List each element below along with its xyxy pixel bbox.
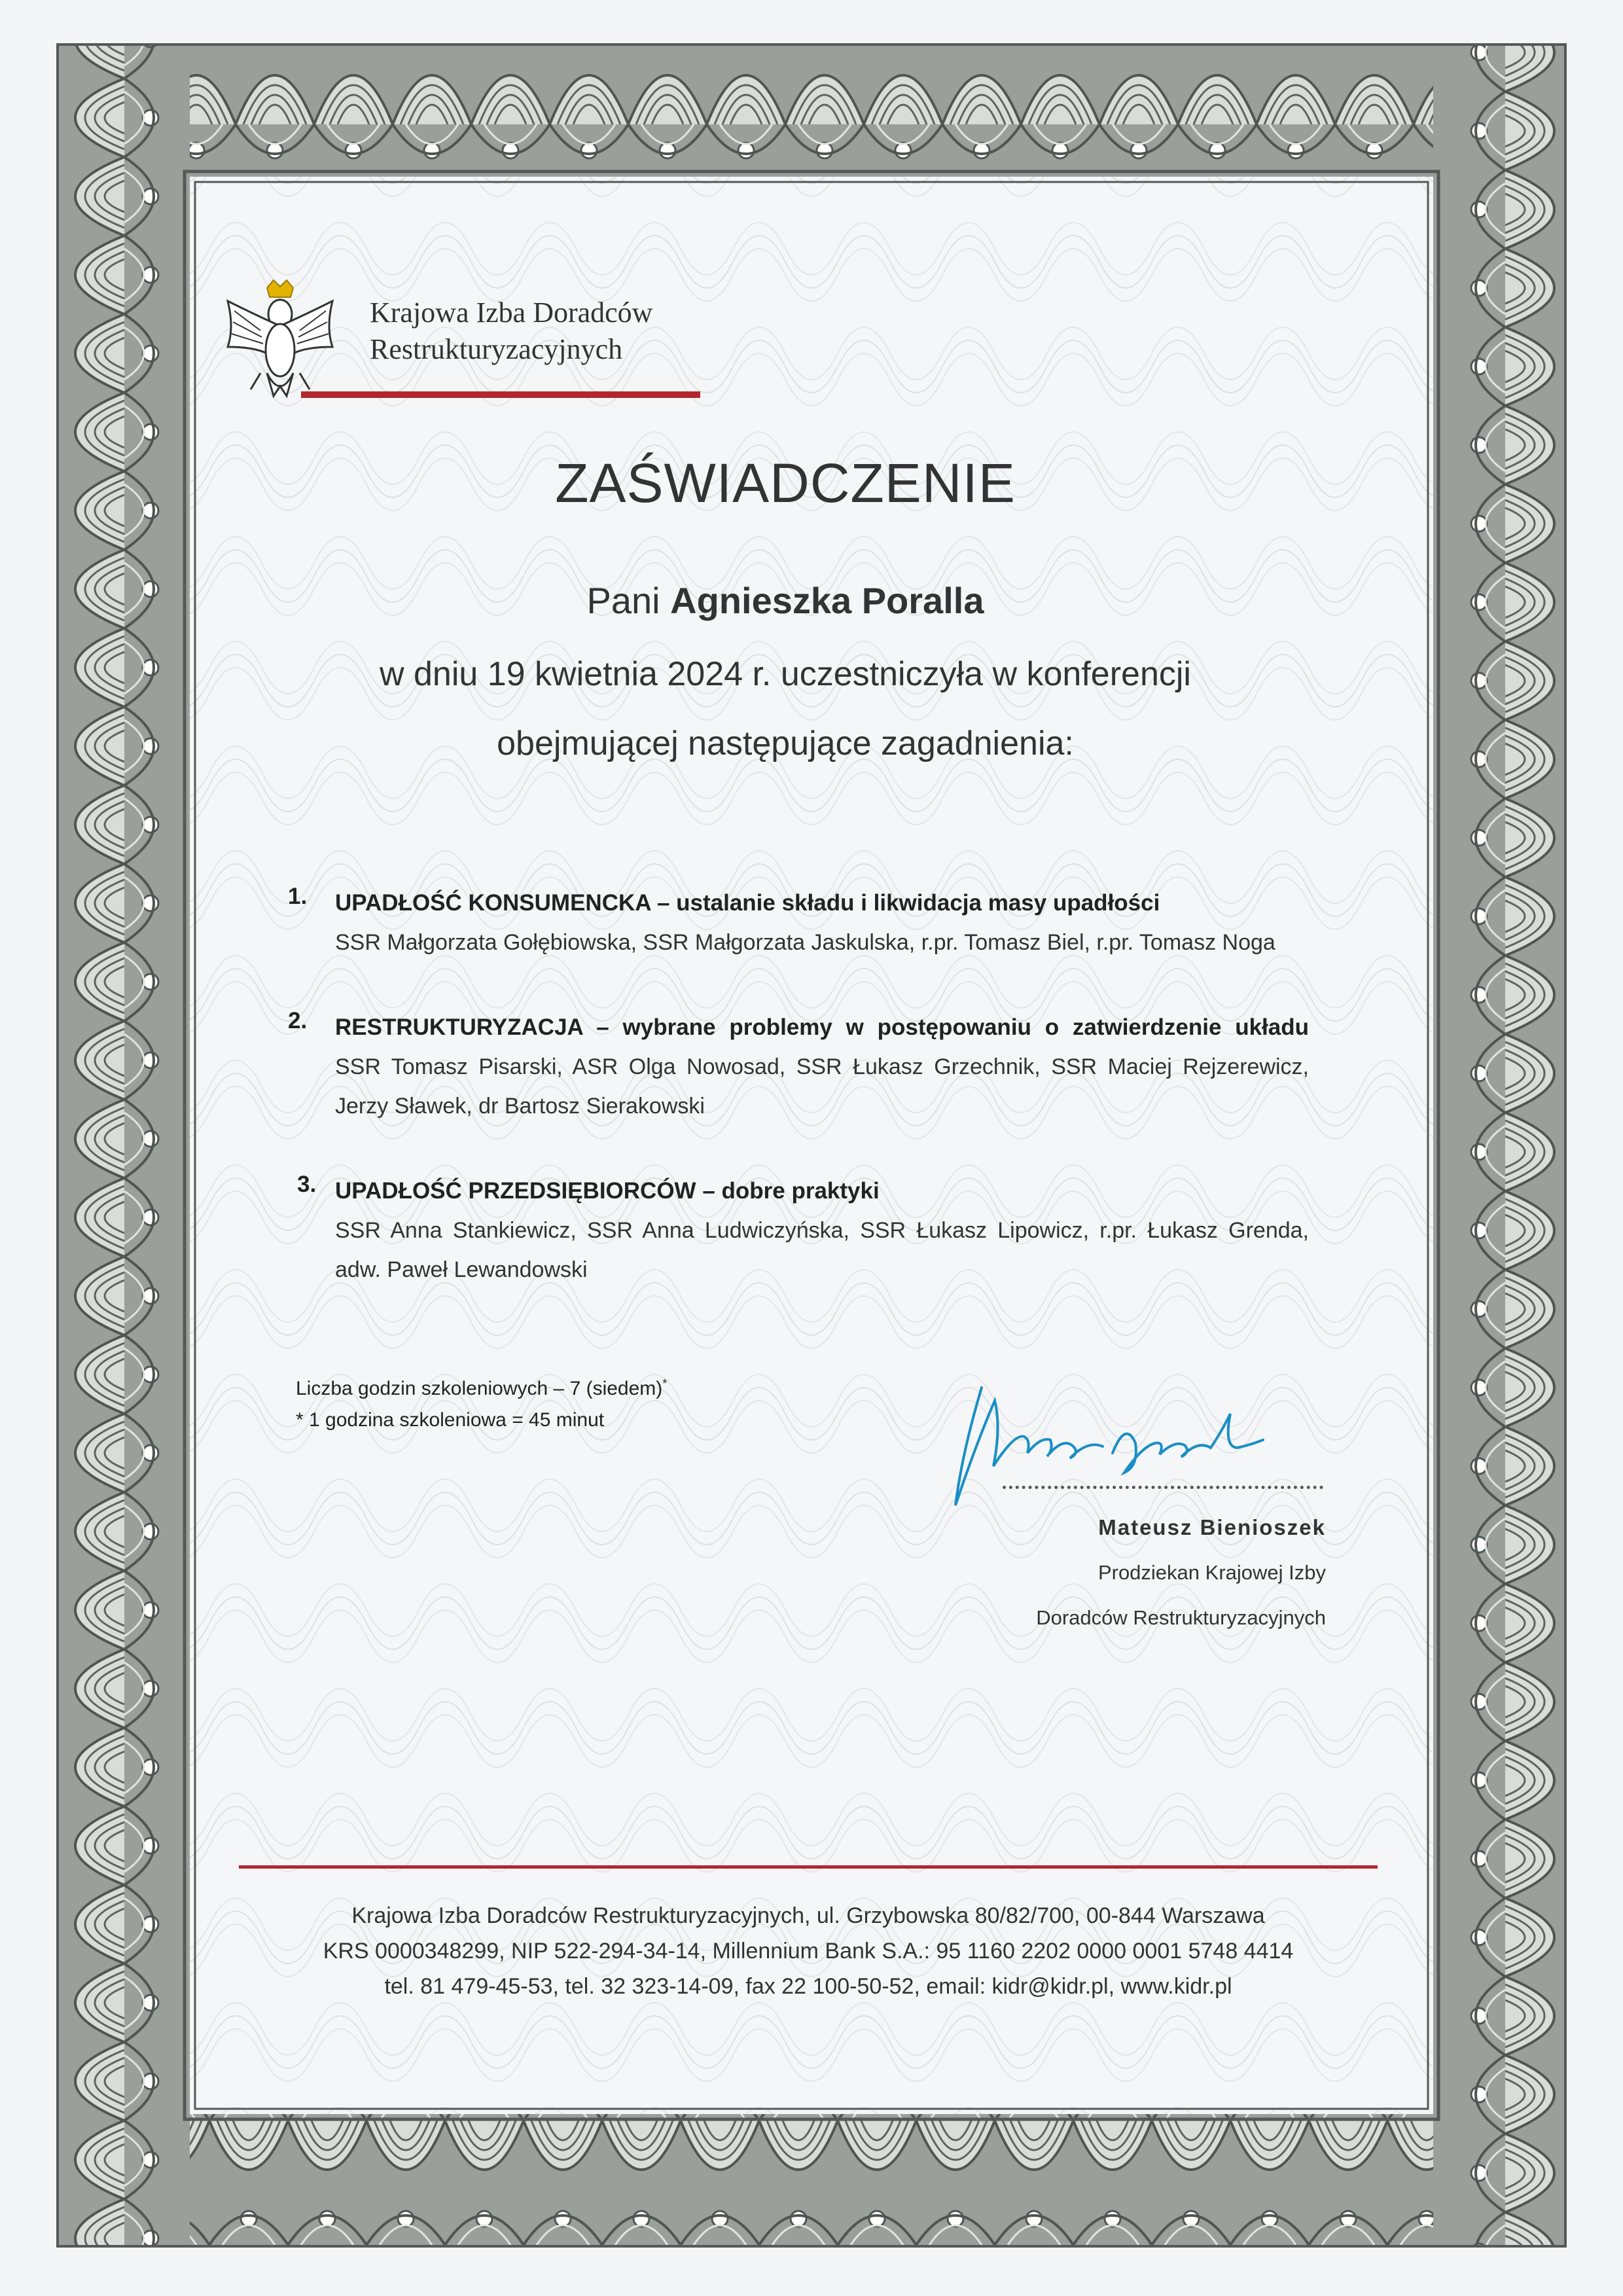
polish-eagle-icon — [215, 275, 346, 406]
organization-name-line2: Restrukturyzacyjnych — [370, 333, 623, 365]
handwritten-signature — [916, 1374, 1283, 1518]
topic-item — [288, 1172, 1309, 1289]
attendance-line: w dniu 19 kwietnia 2024 r. uczestniczyła w konferencji — [380, 655, 1191, 693]
recipient-name: Agnieszka Poralla — [670, 580, 984, 621]
footer-address — [196, 1898, 1420, 2004]
footer-line3: tel. 81 479-45-53, tel. 32 323-14-09, fax 22 100-50-52, email: kidr@kidr.pl, www.kidr.pl — [384, 1974, 1232, 1999]
topic-speakers-row2: Jerzy Sławek, dr Bartosz Sierakowski — [335, 1094, 705, 1119]
footer-line1: Krajowa Izba Doradców Restrukturyzacyjnych, ul. Grzybowska 80/82/700, 00-844 Warszawa — [351, 1903, 1265, 1928]
recipient-prefix: Pani — [586, 580, 671, 621]
topic-speakers — [335, 1047, 1309, 1126]
topic-item — [288, 884, 1309, 962]
topics-list — [288, 884, 1309, 1335]
topic-number: 3. — [297, 1172, 317, 1197]
certificate-title: ZAŚWIADCZENIE — [555, 452, 1016, 514]
topic-title: RESTRUKTURYZACJA – wybrane problemy w postępowaniu o zatwierdzenie układu — [335, 1014, 1309, 1040]
topic-title: UPADŁOŚĆ PRZEDSIĘBIORCÓW – dobre praktyki — [335, 1178, 880, 1204]
certificate-content — [196, 183, 1427, 2114]
topic-speakers: SSR Małgorzata Gołębiowska, SSR Małgorzata Jaskulska, r.pr. Tomasz Biel, r.pr. Tomasz Noga — [335, 930, 1275, 955]
topic-speakers — [335, 1211, 1309, 1289]
topic-item — [288, 1008, 1309, 1126]
training-hours-line: Liczba godzin szkoleniowych – 7 (siedem)* — [296, 1377, 668, 1399]
topic-speakers-row1: SSR Anna Stankiewicz, SSR Anna Ludwiczyńska, SSR Łukasz Lipowicz, r.pr. Łukasz Grenda, — [335, 1218, 1309, 1243]
topics-intro-line: obejmującej następujące zagadnienia: — [497, 725, 1074, 762]
organization-name — [370, 295, 652, 368]
topic-number: 1. — [288, 884, 308, 909]
footnote-mark: * — [662, 1377, 668, 1390]
footer-line2: KRS 0000348299, NIP 522-294-34-14, Millennium Bank S.A.: 95 1160 2202 0000 0001 5748 4414 — [323, 1939, 1294, 1964]
topic-speakers-row1: SSR Tomasz Pisarski, ASR Olga Nowosad, SSR Łukasz Grzechnik, SSR Maciej Rejzerewicz, — [335, 1054, 1309, 1079]
organization-accent-bar — [301, 391, 700, 398]
topic-number: 2. — [288, 1008, 308, 1033]
signatory-role-line1: Prodziekan Krajowej Izby — [1097, 1561, 1326, 1584]
signatory-role-line2: Doradców Restrukturyzacyjnych — [1036, 1606, 1326, 1629]
training-hour-definition: * 1 godzina szkoleniowa = 45 minut — [296, 1409, 605, 1431]
recipient-line — [196, 579, 1374, 622]
topic-title: UPADŁOŚĆ KONSUMENCKA – ustalanie składu i likwidacja masy upadłości — [335, 890, 1160, 916]
signatory-name: Mateusz Bienioszek — [1098, 1515, 1326, 1539]
footer-accent-bar — [239, 1865, 1378, 1869]
signature-line — [1003, 1486, 1323, 1489]
training-hours-note — [296, 1368, 667, 1436]
topic-speakers-row2: adw. Paweł Lewandowski — [335, 1257, 588, 1282]
organization-name-line1: Krajowa Izba Doradców — [370, 296, 653, 329]
